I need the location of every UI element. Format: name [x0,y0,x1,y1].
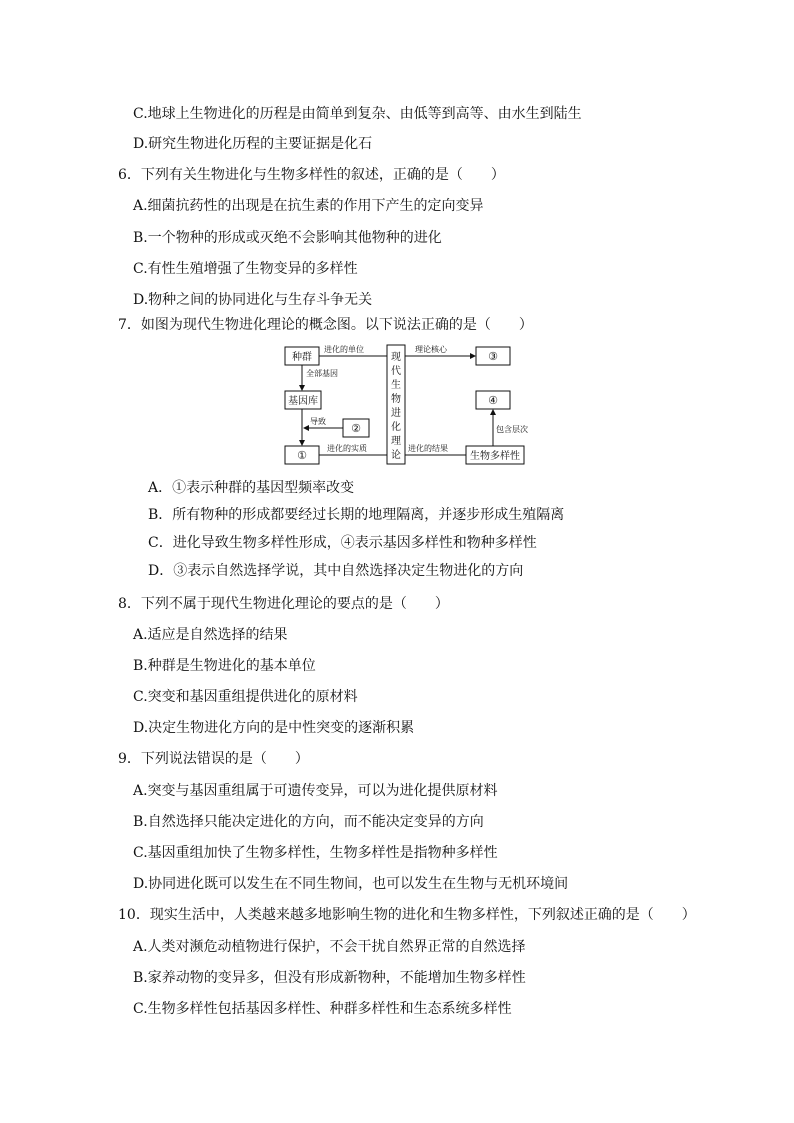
circle4-label: ④ [488,394,498,407]
gene-pool-label: 基因库 [288,396,318,407]
evolution-concept-diagram [282,340,532,470]
theory-char-1: 现 [391,352,401,363]
circle1-label: ① [297,449,307,462]
q9-stem: 9．下列说法错误的是（ ） [118,751,309,767]
q7-stem: 7．如图为现代生物进化理论的概念图。以下说法正确的是（ ） [118,317,533,333]
q6-option-c: C.有性生殖增强了生物变异的多样性 [133,261,358,277]
q10-option-c: C.生物多样性包括基因多样性、种群多样性和生态系统多样性 [133,1001,512,1017]
q9-option-c: C.基因重组加快了生物多样性，生物多样性是指物种多样性 [133,845,498,861]
edge-label-result: 进化的结果 [408,444,448,453]
q8-option-d: D.决定生物进化方向的是中性突变的逐渐积累 [133,720,415,736]
theory-char-7: 理 [391,436,401,447]
q10-option-b: B.家养动物的变异多，但没有形成新物种，不能增加生物多样性 [133,970,526,986]
q10-option-a: A.人类对濒危动植物进行保护，不会干扰自然界正常的自然选择 [133,939,526,955]
q6-option-a: A.细菌抗药性的出现是在抗生素的作用下产生的定向变异 [133,198,484,214]
circle2-label: ② [351,422,361,435]
edge-label-lead: 导致 [310,417,326,426]
circle3-label: ③ [488,350,498,363]
q6-option-b: B.一个物种的形成或灭绝不会影响其他物种的进化 [133,230,442,246]
theory-char-5: 进 [391,408,401,419]
q8-option-c: C.突变和基因重组提供进化的原材料 [133,689,358,705]
q8-option-b: B.种群是生物进化的基本单位 [133,658,316,674]
q9-option-b: B.自然选择只能决定进化的方向，而不能决定变异的方向 [133,814,484,830]
q8-option-a: A.适应是自然选择的结果 [133,627,288,643]
q7-option-c: C．进化导致生物多样性形成，④表示基因多样性和物种多样性 [148,535,537,551]
biodiversity-label: 生物多样性 [470,451,520,462]
q9-option-d: D.协同进化既可以发生在不同生物间，也可以发生在生物与无机环境间 [133,876,569,892]
q5-option-d: D.研究生物进化历程的主要证据是化石 [133,136,373,152]
edge-label-essence: 进化的实质 [327,444,367,453]
theory-char-4: 物 [391,394,401,405]
q7-option-d: D．③表示自然选择学说，其中自然选择决定生物进化的方向 [148,563,524,579]
q9-option-a: A.突变与基因重组属于可遗传变异，可以为进化提供原材料 [133,783,498,799]
edge-label-unit: 进化的单位 [324,345,364,354]
edge-label-levels: 包含层次 [496,425,528,434]
q8-stem: 8．下列不属于现代生物进化理论的要点的是（ ） [118,596,449,612]
theory-char-3: 生 [391,380,401,391]
edge-label-all-genes: 全部基因 [306,369,338,378]
edge-label-core: 理论核心 [415,345,447,354]
q5-option-c: C.地球上生物进化的历程是由简单到复杂、由低等到高等、由水生到陆生 [133,106,582,122]
theory-char-8: 论 [391,450,401,461]
q7-option-b: B．所有物种的形成都要经过长期的地理隔离，并逐步形成生殖隔离 [148,507,565,523]
theory-char-2: 代 [391,366,401,377]
q7-option-a: A．①表示种群的基因型频率改变 [148,480,355,496]
q10-stem: 10．现实生活中，人类越来越多地影响生物的进化和生物多样性，下列叙述正确的是（ ） [118,907,696,923]
q6-stem: 6．下列有关生物进化与生物多样性的叙述，正确的是（ ） [118,167,505,183]
q6-option-d: D.物种之间的协同进化与生存斗争无关 [133,292,373,308]
theory-char-6: 化 [391,422,401,433]
population-label: 种群 [292,352,312,363]
